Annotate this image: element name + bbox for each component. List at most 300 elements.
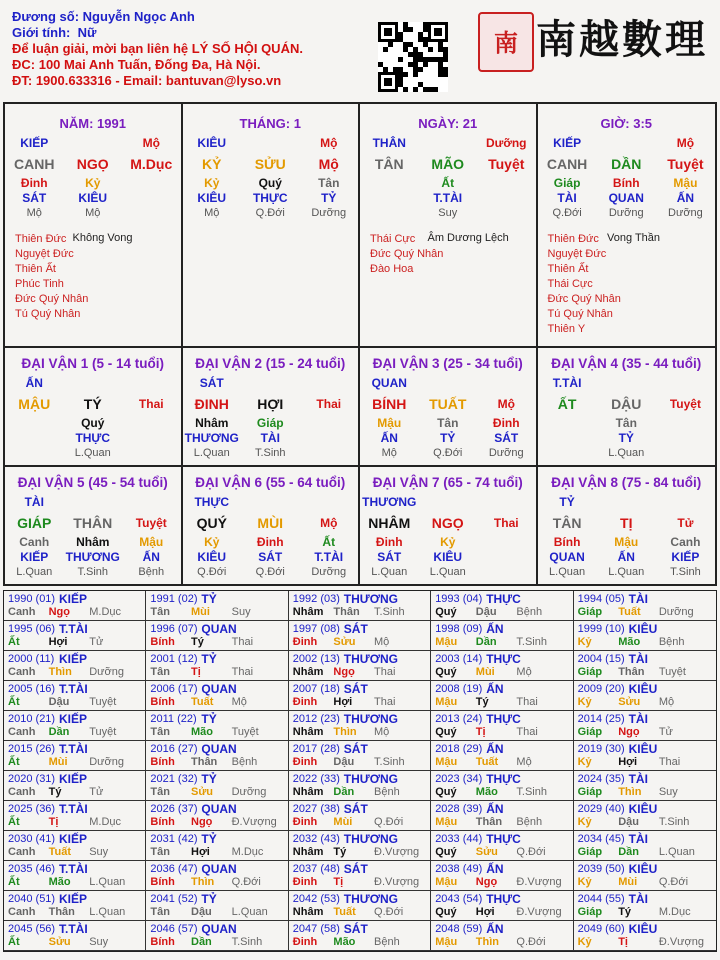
year-stage: L.Quan <box>89 876 126 888</box>
dv-hidden-stem: Canh <box>19 535 50 549</box>
pillar-title: NGÀY: 21 <box>418 116 478 131</box>
year-stem: Tân <box>150 786 170 798</box>
star-tag: Nguyệt Đức <box>547 248 607 260</box>
year-god: THƯƠNG <box>343 832 398 846</box>
year-branch: Mão <box>48 876 71 888</box>
year-pillar <box>578 936 712 948</box>
dv-hidden-god <box>5 431 64 446</box>
year-label: 2014 (25) <box>577 713 625 725</box>
dv-hidden-god: SÁT <box>377 550 402 564</box>
year-cell <box>431 801 573 831</box>
hidden-god <box>122 191 181 206</box>
dv-hidden-stem <box>122 416 181 431</box>
year-label: 2046 (57) <box>150 923 198 935</box>
year-label: 2021 (32) <box>150 773 198 785</box>
year-stage: T.Sinh <box>516 636 547 648</box>
dv-hidden-gods <box>538 550 716 565</box>
dv-hidden-god: ẤN <box>617 550 635 564</box>
dv-stem: ĐINH <box>194 396 229 412</box>
stem-branch: SỬU <box>254 156 286 172</box>
year-pillar <box>578 696 712 708</box>
year-stage: T.Sinh <box>231 936 263 948</box>
year-branch: Thân <box>475 816 503 828</box>
year-stage: M.Dục <box>231 846 264 858</box>
year-stem: Quý <box>435 606 457 618</box>
year-label: 2016 (27) <box>150 743 198 755</box>
year-god: SÁT <box>343 682 368 696</box>
year-pillar <box>8 906 142 918</box>
pillar-ten-god-row <box>538 136 716 151</box>
pillar-ten-god-row <box>183 136 359 151</box>
year-branch: Ngọ <box>618 726 640 738</box>
year-stage: Mộ <box>516 666 532 678</box>
year-branch: Thìn <box>618 786 642 798</box>
dv-stem: TÂN <box>552 515 582 531</box>
pillar-stages <box>538 206 716 221</box>
year-god: T.TÀI <box>59 922 88 936</box>
year-cell <box>146 651 288 681</box>
dv-hidden-stem: Kỷ <box>204 535 220 549</box>
year-branch: Tý <box>191 636 204 648</box>
year-stem: Bính <box>150 696 175 708</box>
hidden-stem: Quý <box>258 176 282 190</box>
year-god: KIẾP <box>59 592 88 606</box>
year-branch: Thìn <box>333 726 357 738</box>
year-pillar <box>293 696 427 708</box>
dai-van-2 <box>183 348 361 465</box>
stem-branch: TÂN <box>374 156 404 172</box>
year-cell <box>431 831 573 861</box>
blank <box>419 495 478 510</box>
ten-god: THÂN <box>372 136 406 150</box>
year-stage: Q.Đới <box>231 876 261 888</box>
hidden-stem <box>122 176 181 191</box>
dv-god: THƯƠNG <box>362 495 417 509</box>
year-pillar <box>293 936 427 948</box>
year-pillar <box>8 816 142 828</box>
year-stem: Kỷ <box>577 636 592 648</box>
year-label: 2033 (44) <box>435 833 483 845</box>
year-stem: Ất <box>8 756 20 768</box>
dv-stages <box>183 565 359 580</box>
year-branch: Tị <box>191 666 201 678</box>
year-cell <box>146 891 288 921</box>
year-label: 2024 (35) <box>577 773 625 785</box>
pillar-stages <box>5 206 181 221</box>
year-pillar <box>578 666 712 678</box>
hidden-god: THỰC <box>252 191 288 205</box>
year-god: TÀI <box>628 892 648 906</box>
dv-stage: Mộ <box>497 397 515 411</box>
dv-hidden-god: THƯƠNG <box>184 431 239 445</box>
year-god: SÁT <box>343 862 368 876</box>
year-branch: Tuất <box>618 606 641 618</box>
year-cell <box>146 801 288 831</box>
dv-hidden-stem: Đinh <box>256 535 284 549</box>
year-god: TỶ <box>201 892 217 906</box>
year-stage: Thai <box>658 756 681 768</box>
year-stage: T.Sinh <box>658 816 690 828</box>
dv-stage-label: Q.Đới <box>433 447 463 459</box>
year-stage: Thai <box>374 666 396 678</box>
year-branch: Dần <box>618 846 639 858</box>
year-branch: Tý <box>475 696 489 708</box>
year-branch: Dậu <box>191 906 212 918</box>
year-branch: Dậu <box>48 696 70 708</box>
year-branch: Hợi <box>191 846 210 858</box>
year-cell <box>4 801 146 831</box>
year-branch: Tý <box>333 846 347 858</box>
year-cell <box>431 741 573 771</box>
year-cell <box>146 741 288 771</box>
year-branch: Mùi <box>48 756 68 768</box>
year-label: 2034 (45) <box>577 833 625 845</box>
hidden-god <box>477 191 536 206</box>
star-tag: Thiên Y <box>547 323 586 335</box>
year-pillar <box>293 726 427 738</box>
year-cell <box>431 711 573 741</box>
dai-van-8 <box>538 467 716 584</box>
year-pillar <box>8 786 142 798</box>
year-stage: Q.Đới <box>658 876 689 888</box>
year-god: QUAN <box>201 682 237 696</box>
year-label: 2010 (21) <box>8 713 56 725</box>
star-tag: Đào Hoa <box>370 263 414 275</box>
stage: Mộ <box>85 207 101 219</box>
dv-stem: MẬU <box>18 396 51 412</box>
address-line: ĐC: 100 Mai Anh Tuấn, Đống Đa, Hà Nội. <box>12 57 261 72</box>
dv-top-god <box>183 376 359 391</box>
dv-branch: THÂN <box>73 515 113 531</box>
year-label: 2001 (12) <box>150 653 198 665</box>
year-cell <box>574 741 716 771</box>
year-god: ẤN <box>486 622 504 636</box>
dv-hidden-god: KIẾP <box>20 550 49 564</box>
hidden-stem: Tân <box>318 176 340 190</box>
year-pillar <box>8 606 142 618</box>
year-branch: Hợi <box>333 696 353 708</box>
dv-branch: NGỌ <box>431 515 464 531</box>
pillar-stars <box>15 232 88 322</box>
year-god: THƯƠNG <box>343 652 398 666</box>
year-god: QUAN <box>201 922 237 936</box>
year-cell <box>574 711 716 741</box>
year-stage: T.Sinh <box>374 606 405 618</box>
year-stem: Đinh <box>292 876 318 888</box>
year-stem: Đinh <box>292 816 318 828</box>
year-cell <box>574 861 716 891</box>
year-branch: Sửu <box>48 936 71 948</box>
year-stage: Bệnh <box>374 786 400 798</box>
star-tag: Đức Quý Nhân <box>370 248 444 260</box>
dv-branch: TỊ <box>620 515 633 531</box>
year-god: THỰC <box>486 652 521 666</box>
year-label: 1996 (07) <box>150 623 198 635</box>
year-pillar <box>435 606 569 618</box>
dv-stage-label: T.Sinh <box>254 447 286 459</box>
year-stage: Đ.Vượng <box>374 876 420 888</box>
year-god: KIÊU <box>628 922 658 936</box>
year-stem: Đinh <box>292 636 318 648</box>
ten-god: Dưỡng <box>485 136 527 150</box>
year-stage: Bệnh <box>374 936 400 948</box>
year-label: 2000 (11) <box>8 653 55 665</box>
year-branch: Sửu <box>618 696 641 708</box>
year-stem: Quý <box>435 906 457 918</box>
year-stem: Quý <box>435 666 457 678</box>
star-tag: Đức Quý Nhân <box>547 293 621 305</box>
year-cell <box>574 681 716 711</box>
pillar-title: NĂM: 1991 <box>59 116 126 131</box>
year-label: 2049 (60) <box>577 923 625 935</box>
year-cell <box>574 771 716 801</box>
phone-email-line: ĐT: 1900.633316 - Email: bantuvan@lyso.vn <box>12 73 282 88</box>
year-stage: Dưỡng <box>89 666 124 678</box>
dv-god: TỶ <box>559 495 575 509</box>
dv-hidden-god <box>656 431 715 446</box>
year-cell <box>146 771 288 801</box>
year-cell <box>4 591 146 621</box>
pillar-stars <box>548 232 621 337</box>
hidden-god: TỶ <box>321 191 337 205</box>
year-cell <box>289 831 431 861</box>
year-cell <box>431 861 573 891</box>
year-label: 2025 (36) <box>8 803 56 815</box>
year-pillar <box>293 636 427 648</box>
year-label: 2019 (30) <box>577 743 625 755</box>
year-cell <box>574 921 716 951</box>
blank <box>477 495 536 510</box>
pillar-title: GIỜ: 3:5 <box>600 116 653 131</box>
year-branch: Ngọ <box>475 876 498 888</box>
ten-god <box>419 136 478 151</box>
year-label: 2036 (47) <box>150 863 198 875</box>
year-stem: Bính <box>150 816 175 828</box>
year-god: KIẾP <box>59 892 88 906</box>
year-stage: M.Dục <box>89 816 121 828</box>
dai-van-row-1 <box>5 346 715 465</box>
brand-logo: 南越數理 <box>536 16 708 63</box>
year-stem: Kỷ <box>577 756 592 768</box>
year-god: SÁT <box>343 742 368 756</box>
year-label: 2006 (17) <box>150 683 198 695</box>
years-table <box>3 590 717 952</box>
dv-stage-label: L.Quan <box>429 566 466 578</box>
life-stage: Tuyệt <box>667 156 704 172</box>
ten-god <box>64 136 123 151</box>
hidden-stem: Kỷ <box>204 176 220 190</box>
year-god: KIẾP <box>59 652 88 666</box>
hidden-god: QUAN <box>608 191 644 205</box>
dv-stage: Thai <box>138 397 164 411</box>
dv-hidden-god: ẤN <box>380 431 398 445</box>
year-pillar <box>578 846 712 858</box>
year-stem: Nhâm <box>292 726 324 738</box>
year-pillar <box>293 906 427 918</box>
year-cell <box>146 711 288 741</box>
dv-hidden-stem: Giáp <box>256 416 284 430</box>
dv-stem: ẤT <box>557 396 577 412</box>
year-branch: Sửu <box>475 846 498 858</box>
year-god: T.TÀI <box>59 682 88 696</box>
dv-stem-branch <box>5 395 181 413</box>
year-stage: Tuyệt <box>231 726 259 738</box>
dv-hidden-stem: Kỷ <box>440 535 456 549</box>
dv-stage-label: L.Quan <box>16 566 53 578</box>
stage <box>122 206 181 221</box>
dv-hidden-gods <box>5 431 181 446</box>
year-stage: Dưỡng <box>658 606 694 618</box>
year-pillar <box>293 756 427 768</box>
year-god: T.TÀI <box>59 742 88 756</box>
pillar-hidden-gods <box>183 191 359 206</box>
hidden-god: T.TÀI <box>433 191 463 205</box>
dai-van-title: ĐẠI VẬN 8 (75 - 84 tuổi) <box>551 475 702 490</box>
year-cell <box>289 801 431 831</box>
dai-van-6 <box>183 467 361 584</box>
year-stem: Tân <box>150 906 170 918</box>
year-cell <box>289 591 431 621</box>
hidden-stem: Ất <box>441 176 455 190</box>
year-god: TÀI <box>628 832 648 846</box>
year-pillar <box>435 876 569 888</box>
blank <box>64 376 123 391</box>
year-stem: Tân <box>150 726 170 738</box>
year-label: 2008 (19) <box>435 683 483 695</box>
year-cell <box>146 591 288 621</box>
year-stem: Giáp <box>577 846 603 858</box>
dai-van-title: ĐẠI VẬN 3 (25 - 34 tuổi) <box>372 356 523 371</box>
year-god: TÀI <box>628 652 648 666</box>
year-label: 2044 (55) <box>577 893 625 905</box>
dv-hidden-god: T.TÀI <box>314 550 344 564</box>
dv-hidden-stem: Canh <box>670 535 701 549</box>
pillar-hidden-stems <box>183 176 359 191</box>
year-cell <box>574 891 716 921</box>
dv-stage-label: Q.Đới <box>197 566 227 578</box>
year-pillar <box>8 726 142 738</box>
year-cell <box>4 681 146 711</box>
year-branch: Tý <box>618 906 632 918</box>
dv-hidden-stem: Nhâm <box>195 416 229 430</box>
dv-stem-branch <box>538 514 716 532</box>
year-stem: Nhâm <box>292 906 324 918</box>
year-label: 1991 (02) <box>150 593 198 605</box>
year-stage: Mộ <box>374 726 390 738</box>
dv-god: THỰC <box>194 495 230 509</box>
year-stage: Bệnh <box>658 636 685 648</box>
dv-stage: Tử <box>677 516 694 530</box>
year-stem: Canh <box>8 906 36 918</box>
blank <box>64 495 123 510</box>
year-stem: Kỷ <box>577 876 592 888</box>
year-god: KIÊU <box>628 862 658 876</box>
life-stage: Mộ <box>318 156 339 172</box>
year-cell <box>431 771 573 801</box>
year-stem: Mậu <box>435 636 458 648</box>
year-branch: Tuất <box>475 756 499 768</box>
year-stage: Đ.Vượng <box>658 936 704 948</box>
year-pillar <box>578 876 712 888</box>
dv-stem-branch <box>538 395 716 413</box>
year-label: 2022 (33) <box>292 773 340 785</box>
seal-stamp: 南 <box>478 12 534 72</box>
year-stem: Kỷ <box>577 816 592 828</box>
dai-van-title: ĐẠI VẬN 4 (35 - 44 tuổi) <box>551 356 702 371</box>
year-cell <box>4 711 146 741</box>
dai-van-4 <box>538 348 716 465</box>
year-branch: Dần <box>191 936 212 948</box>
year-label: 2015 (26) <box>8 743 56 755</box>
year-stem: Đinh <box>292 936 318 948</box>
pillar-stages <box>183 206 359 221</box>
dai-van-title: ĐẠI VẬN 1 (5 - 14 tuổi) <box>21 356 164 371</box>
year-cell <box>574 621 716 651</box>
year-branch: Mão <box>475 786 498 798</box>
contact-line: Để luận giải, mời bạn liên hệ LÝ SỐ HỘI QUÁN. <box>12 41 303 56</box>
year-branch: Ngọ <box>191 816 213 828</box>
year-stem: Giáp <box>577 786 603 798</box>
year-god: T.TÀI <box>59 802 88 816</box>
year-branch: Dậu <box>475 606 497 618</box>
year-stage: Tuyệt <box>89 696 117 708</box>
dai-van-title: ĐẠI VẬN 6 (55 - 64 tuổi) <box>195 475 346 490</box>
dv-branch: MÙI <box>257 515 284 531</box>
year-branch: Tị <box>333 876 344 888</box>
year-pillar <box>8 756 142 768</box>
dv-hidden-gods <box>183 431 359 446</box>
blank <box>300 376 359 391</box>
year-stem: Mậu <box>435 756 458 768</box>
star-tag: Tú Quý Nhân <box>547 308 613 320</box>
dv-hidden-god: KIÊU <box>433 550 463 564</box>
year-stage: T.Sinh <box>374 756 405 768</box>
dv-hidden-god: TỶ <box>618 431 634 445</box>
year-pillar <box>293 816 427 828</box>
blank <box>656 376 715 391</box>
blank <box>656 495 715 510</box>
label-owner: Đương số: <box>12 9 80 24</box>
ten-god: Mộ <box>676 136 695 150</box>
pillar-1 <box>5 104 183 346</box>
stage: Dưỡng <box>311 207 347 219</box>
year-god: SÁT <box>343 922 368 936</box>
year-label: 2023 (34) <box>435 773 483 785</box>
stage: Q.Đới <box>255 207 285 219</box>
year-label: 2020 (31) <box>8 773 56 785</box>
year-stage: Tuyệt <box>89 726 117 738</box>
year-pillar <box>150 876 284 888</box>
ten-god: Mộ <box>320 136 338 150</box>
year-branch: Dần <box>475 636 497 648</box>
dv-top-god <box>360 495 536 510</box>
stem-branch: DẦN <box>611 156 642 172</box>
dv-stage: Mộ <box>320 516 338 530</box>
year-label: 1990 (01) <box>8 593 56 605</box>
dv-stem-branch <box>183 514 359 532</box>
dv-branch: TUẤT <box>429 396 467 412</box>
year-pillar <box>435 726 569 738</box>
year-god: SÁT <box>343 802 368 816</box>
dv-stage-label: Dưỡng <box>488 447 524 459</box>
year-pillar <box>150 936 284 948</box>
year-branch: Thân <box>333 606 360 618</box>
dv-stage-label: L.Quan <box>371 566 408 578</box>
stage <box>477 206 536 221</box>
year-stage: Mộ <box>374 636 390 648</box>
year-branch: Tý <box>48 786 62 798</box>
pillar-hidden-stems <box>5 176 181 191</box>
